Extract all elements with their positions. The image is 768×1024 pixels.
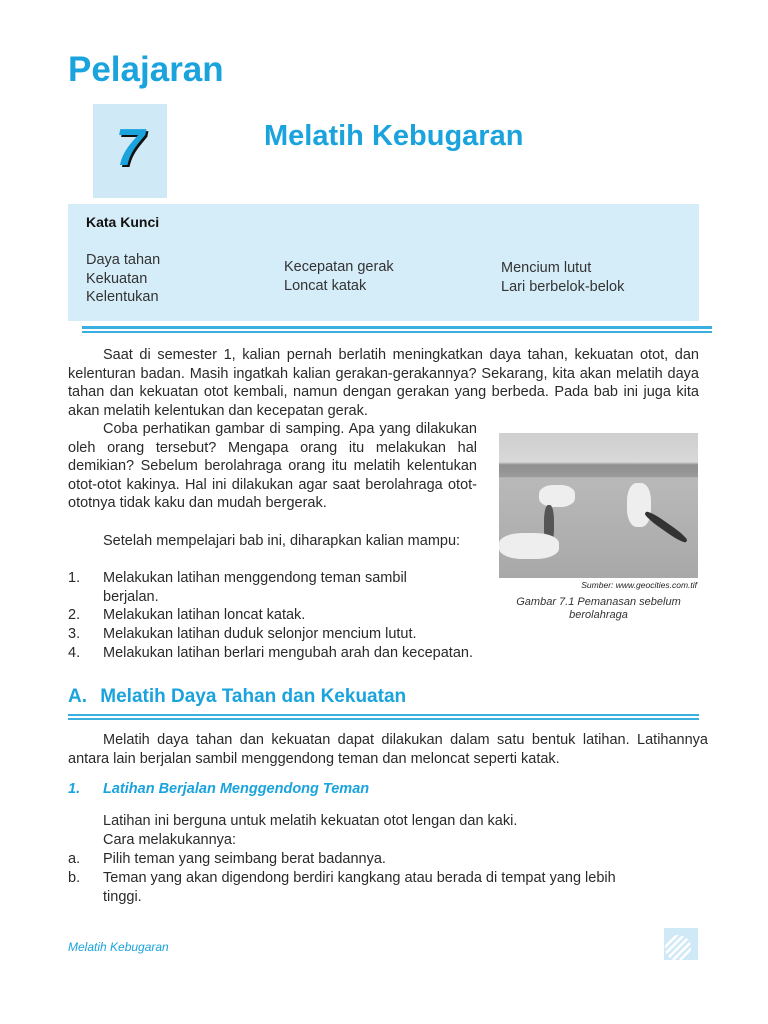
item-number: 4. (68, 645, 81, 661)
keyword: Lari berbelok-belok (501, 278, 625, 295)
intro-paragraph: Setelah mempelajari bab ini, diharapkan kalian mampu: (103, 533, 461, 549)
item-text: Pilih teman yang seimbang berat badannya. (103, 851, 386, 867)
objective-item (68, 569, 488, 607)
item-text: tinggi. (103, 888, 142, 905)
lesson-label: Pelajaran (68, 50, 224, 89)
warmup-photo (499, 433, 698, 578)
person-figure (643, 509, 689, 544)
step-item (68, 850, 698, 869)
item-number: b. (68, 870, 81, 886)
section-paragraph: Melatih daya tahan dan kekuatan dapat dilakukan dalam satu bentuk latihan. Latihannya antara lain berjalan sambil menggendong teman dan meloncat seperti katak. (68, 732, 708, 767)
step-item (68, 869, 708, 907)
objective-item (68, 644, 668, 663)
keywords-title: Kata Kunci (86, 214, 160, 230)
objective-item (68, 606, 568, 625)
section-title: Melatih Daya Tahan dan Kekuatan (100, 686, 407, 707)
keyword: Loncat katak (284, 277, 367, 294)
divider (82, 331, 712, 333)
divider (82, 326, 712, 329)
keywords-column-2 (284, 258, 394, 295)
chapter-number: 7 (115, 119, 145, 177)
keywords-column-3 (501, 259, 624, 296)
keyword: Kekuatan (86, 270, 148, 287)
item-text: berjalan. (103, 588, 159, 605)
person-figure (499, 533, 559, 559)
divider (68, 718, 699, 720)
chapter-title: Melatih Kebugaran (264, 120, 524, 152)
section-heading (68, 686, 406, 708)
keyword: Daya tahan (86, 252, 161, 268)
chapter-number-box (93, 104, 167, 198)
item-number: a. (68, 851, 81, 867)
item-text: Melakukan latihan menggendong teman sambil (103, 570, 407, 586)
keywords-column-1 (86, 251, 160, 307)
item-text: Melakukan latihan berlari mengubah arah dan kecepatan. (103, 645, 473, 661)
item-number: 2. (68, 607, 81, 623)
figure-caption: Gambar 7.1 Pemanasan sebelum berolahraga (516, 596, 681, 621)
keyword: Kecepatan gerak (284, 259, 394, 275)
figure-source: Sumber: www.geocities.com.tif (581, 580, 697, 590)
item-text: Teman yang akan digendong berdiri kangkang atau berada di tempat yang lebih (103, 870, 616, 886)
intro-paragraph: Saat di semester 1, kalian pernah berlatih meningkatkan daya tahan, kekuatan otot, dan kelenturan badan. Masih ingatkah kalian gerakan-gerakannya? Sekarang, kita akan melatih daya tahan dan kekuatan otot kembali, namun dengan gerakan yang berbeda. Pada bab ini juga kita akan melatih kelentukan dan kecepatan gerak. (68, 347, 699, 419)
objective-item (68, 625, 568, 644)
section-number: A. (68, 686, 87, 707)
keywords-box (68, 204, 699, 321)
striped-circle-logo-icon (664, 928, 698, 960)
intro-paragraph: Coba perhatikan gambar di samping. Apa yang dilakukan oleh orang tersebut? Mengapa orang itu melakukan hal demikian? Sebelum berolahraga orang itu melatih kelentukan otot-otot kakinya. Hal ini dilakukan agar saat berolahraga otot-ototnya tidak kaku dan mudah bergerak. (68, 421, 477, 512)
subsection-number: 1. (68, 781, 81, 797)
divider (68, 714, 699, 716)
item-text: Melakukan latihan loncat katak. (103, 607, 306, 623)
item-text: Melakukan latihan duduk selonjor mencium lutut. (103, 626, 417, 642)
keyword: Kelentukan (86, 289, 159, 305)
subsection-title: Latihan Berjalan Menggendong Teman (103, 781, 370, 797)
footer-chapter-title: Melatih Kebugaran (68, 940, 169, 954)
subsection-paragraph: Cara melakukannya: (103, 832, 236, 848)
subsection-heading (68, 781, 370, 797)
item-number: 1. (68, 570, 81, 586)
item-number: 3. (68, 626, 81, 642)
keyword: Mencium lutut (501, 260, 592, 276)
subsection-paragraph: Latihan ini berguna untuk melatih kekuatan otot lengan dan kaki. (103, 813, 518, 829)
person-figure (539, 485, 575, 507)
person-figure (627, 483, 651, 527)
